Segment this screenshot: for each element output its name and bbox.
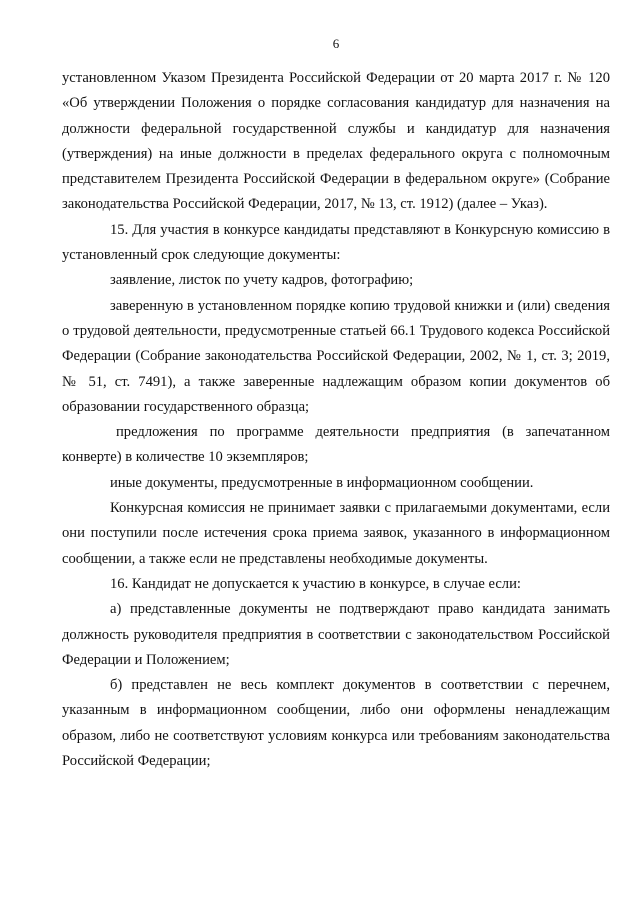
paragraph-application-documents: заявление, листок по учету кадров, фотографию; [110,272,414,289]
paragraph-clause-a: а) представленные документы не подтверждают право кандидата занимать должность руководителя предприятия в соответствии с законодательством Российской Федерации и Положением; [62,601,610,668]
paragraph-decree-reference: установленном Указом Президента Российской Федерации от 20 марта 2017 г. № 120 «Об утверждении Положения о порядке согласования кандидатур для назначения на должности федеральной государственной службы и кандидатур для назначения (утверждения) на иные должности в пределах федерального округа с полномочным представителем Президента Российской Федерации в федеральном округе» (Собрание законодательства Российской Федерации, 2017, № 13, ст. 1912) (далее – Указ). [62,70,610,213]
paragraph-clause-b: б) представлен не весь комплект документов в соответствии с перечнем, указанным в информационном сообщении, либо они оформлены ненадлежащим образом, либо не соответствуют условиям конкурса или требованиям законодательства Российской Федерации; [62,677,610,770]
paragraph-employment-record: заверенную в установленном порядке копию трудовой книжки и (или) сведения о трудовой деятельности, предусмотренные статьей 66.1 Трудового кодекса Российской Федерации (Собрание законодательства Российской Федерации, 2002, № 1, ст. 3; 2019, № 51, ст. 7491), а также заверенные надлежащим образом копии документов об образовании государственного образца; [62,297,610,415]
paragraph-commission-rejection: Конкурсная комиссия не принимает заявки с прилагаемыми документами, если они поступили после истечения срока приема заявок, указанного в информационном сообщении, а также если не представлены необходимые документы. [62,500,610,567]
paragraph-item-16: 16. Кандидат не допускается к участию в конкурсе, в случае если: [110,575,521,592]
paragraph-other-documents: иные документы, предусмотренные в информационном сообщении. [110,474,534,491]
paragraph-item-15: 15. Для участия в конкурсе кандидаты представляют в Конкурсную комиссию в установленный срок следующие документы: [62,221,610,264]
paragraph-program-proposals: предложения по программе деятельности предприятия (в запечатанном конверте) в количестве 10 экземпляров; [62,424,610,466]
page-number: 6 [332,36,340,51]
